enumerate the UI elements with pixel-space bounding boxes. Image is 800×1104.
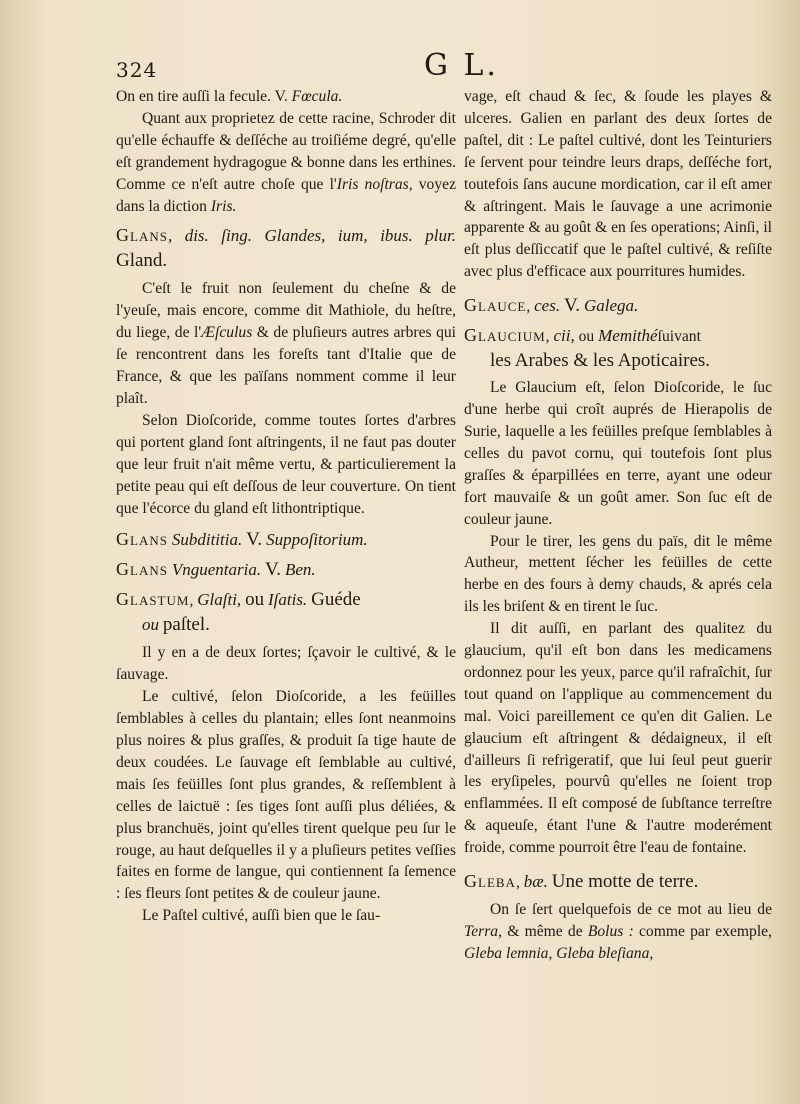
entry-glans-vnguentaria: Glans Vnguentaria. V. Ben. [116,559,316,581]
paragraph: C'eſt le fruit non ſeulement du cheſne & de l'yeuſe, mais encore, comme dit Mathiole, du heſtre, du liege, de l'Æſculus & de pluſieurs autres arbres qui ſe rencontrent dans les foreſts tant d'Italie que de France, & que les païſans nomment comme il leur plaît. [116,280,456,407]
paragraph: vage, eſt chaud & ſec, & ſoude les playes & ulceres. Galien en parlant des deux ſortes de paſtel, dit : Le paſtel cultivé, dont les Teinturiers ſe ſervent pour teindre leurs draps, deſſéche fort, toutefois ſans aucune mordication, car il eſt amer & aſtringent. Mais le ſauvage a une acrimonie apparente & au goût & en ſes operations; Ainſi, il eſt plus deſſiccatif que le paſtel cultivé, & reſiſte avec plus d'efficace aux pourritures humides. [464,88,772,281]
paragraph: Il y en a de deux ſortes; ſçavoir le cultivé, & le ſauvage. [116,644,456,684]
entry-glastum: Glastum, Glaſti, ou Iſatis. Guéde ou paſtel. [116,589,361,636]
paragraph: Quant aux proprietez de cette racine, Schroder dit qu'elle échauffe & deſſéche au troiſiéme degré, qu'elle eſt grandement hydragogue & bonne dans les erthines. Comme ce n'eſt autre choſe que l'Iris noſtras, voyez dans la diction Iris. [116,109,456,215]
paragraph: Le Paſtel cultivé, auſſi bien que le ſau- [142,907,381,925]
paragraph: On en tire auſſi la fecule. V. Fœcula. [116,88,343,105]
left-column [116,86,456,927]
entry-glans-subdititia: Glans Subdititia. V. Suppoſitorium. [116,529,368,551]
paragraph: On ſe ſert quelquefois de ce mot au lieu de Terra, & même de Bolus : comme par exemple, Gleba lemnia, Gleba bleſiana, [464,901,772,962]
paragraph: Le Glaucium eſt, ſelon Dioſcoride, le ſuc d'une herbe qui croît auprés de Hierapolis de Surie, laquelle a les feüilles preſque ſemblables à celles du pavot cornu, qui toutefois ſont plus graſſes & éparpillées en terre, ayant une odeur fort mauvaiſe & un goût amer. Son ſuc eſt de couleur jaune. [464,379,772,528]
page-header [0,48,800,88]
entry-gleba: Gleba, bæ. Une motte de terre. [464,871,699,893]
entry-glans: Glans, dis. ſing. Glandes, ium, ibus. plur. Gland. [116,225,456,272]
paragraph: Pour le tirer, les gens du païs, dit le même Autheur, mettent ſécher les feüilles de cette herbe en des fours à demy chauds, & aprés cela ils les briſent & en tirent le ſuc. [464,532,772,616]
page-number: 324 [116,58,158,82]
entry-glauce: Glauce, ces. V. Galega. [464,295,639,317]
paragraph: Il dit auſſi, en parlant des qualitez du glaucium, qu'il eſt bon dans les medicamens ordonnez pour les yeux, parce qu'il rafraîchit, ſur tout quand on l'applique au commencement du mal. Voici pareillement ce qu'en dit Galien. Le glaucium eſt aſtringent & dédaigneux, il eſt d'ailleurs ſi refrigeratif, que lui ſeul peut guerir les eryſipeles, pourvû qu'elles ne ſoient trop enflammées. Il eſt composé de ſubſtance terreſtre & aqueuſe, étant l'une & l'autre moderément froide, comme pourroit être l'eau de fontaine. [464,620,772,857]
right-column [464,86,772,965]
paragraph: Le cultivé, ſelon Dioſcoride, a les feüilles ſemblables à celles du plantain; elles ſont neanmoins plus noires & plus graſſes, & produit ſa tige haute de deux coudées. Le ſauvage eſt ſemblable au cultivé, mais ſes feüilles ſont plus grandes, & reſſemblent à celles de laictuë : ſes tiges ſont auſſi plus déliées, & plus branchuës, joint qu'elles tirent quelque peu ſur le rouge, au haut deſquelles il y a pluſieurs petites veſſies faites en forme de langue, qui contiennent ſa ſemence : ſes fleurs ſont petites & de couleur jaune. [116,688,456,903]
entry-glaucium: Glaucium, cii, ou Memithéſuivant les Arabes & les Apoticaires. [464,325,711,372]
paragraph: Selon Dioſcoride, comme toutes ſortes d'arbres qui portent gland ſont aſtringents, il ne faut pas douter que leur fruit n'ait même vertu, & particulierement la petite peau qui eſt deſſous de leur couverture. On tient que l'écorce du gland eſt lithontriptique. [116,411,456,517]
running-head: G L. [424,48,499,83]
